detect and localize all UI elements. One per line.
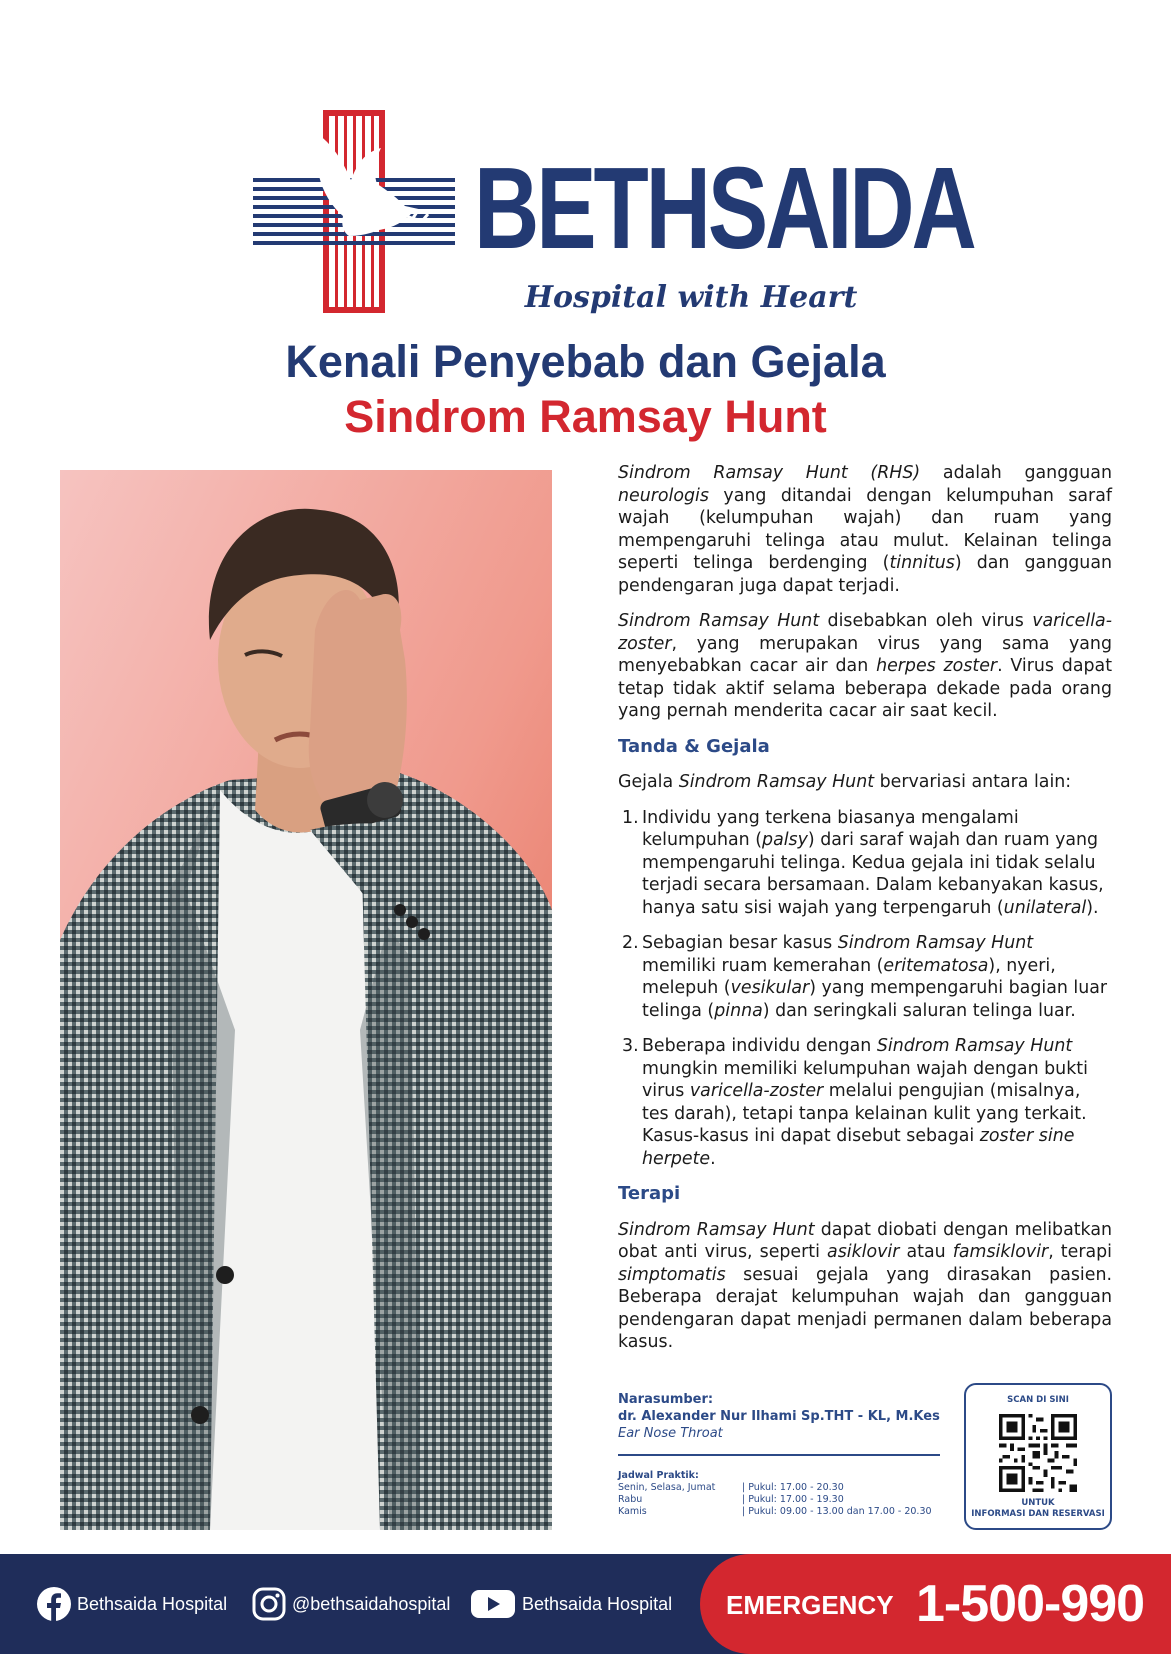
instagram-label: @bethsaidahospital [292,1593,451,1614]
qr-bottom-label: UNTUK INFORMASI DAN RESERVASI [971,1498,1105,1519]
hero-photo [60,470,552,1530]
schedule-row: Rabu | Pukul: 17.00 - 19.30 [618,1494,844,1505]
list-item: 1. Individu yang terkena biasanya mengalami kelumpuhan (palsy) dari saraf wajah dan ruam yang mempengaruhi telinga. Kedua gejala ini tidak selalu terjadi secara bersamaan. Dalam kebanyakan kasus, hanya satu sisi wajah yang terpengaruh (unilateral). [622,807,1104,918]
youtube-label: Bethsaida Hospital [522,1593,673,1614]
emergency-label: EMERGENCY [726,1590,894,1620]
facebook-icon [37,1587,71,1621]
doctor-name: dr. Alexander Nur Ilhami Sp.THT - KL, M.Kes [618,1409,940,1424]
intro-paragraph: Sindrom Ramsay Hunt (RHS) adalah gangguan neurologis yang ditandai dengan kelumpuhan saraf wajah (kelumpuhan wajah) dan ruam yang mempengaruhi telinga atau mulut. Kelainan telinga seperti telinga berdenging (tinnitus) dan gangguan pendengaran juga dapat terjadi. [618,463,1112,596]
youtube-icon [470,1587,516,1621]
qr-box [964,1383,1112,1530]
brand-name: BETHSAIDA [474,143,974,273]
qr-code-icon[interactable] [999,1414,1077,1492]
page-subtitle: Sindrom Ramsay Hunt [344,391,827,442]
hospital-logo [253,110,974,320]
article-body [618,462,1112,1367]
schedule-title: Jadwal Praktik: [618,1470,699,1481]
list-item: 2. Sebagian besar kasus Sindrom Ramsay Hunt memiliki ruam kemerahan (eritematosa), nyeri, melepuh (vesikular) yang mempengaruhi bagian luar telinga (pinna) dan seringkali saluran telinga luar. [622,933,1108,1021]
youtube-link[interactable] [470,1586,672,1622]
brand-tagline: Hospital with Heart [524,280,858,315]
therapy-paragraph: Sindrom Ramsay Hunt dapat diobati dengan melibatkan obat anti virus, seperti asiklovir atau famsiklovir, terapi simptomatis sesuai gejala yang dirasakan pasien. Beberapa derajat kelumpuhan wajah dan gangguan pendengaran dapat menjadi permanen dalam beberapa kasus. [618,1219,1112,1352]
symptoms-heading: Tanda & Gejala [618,735,770,757]
cause-paragraph: Sindrom Ramsay Hunt disebabkan oleh virus varicella-zoster, yang merupakan virus yang sama yang menyebabkan cacar air dan herpes zoster. Virus dapat tetap tidak aktif selama beberapa dekade pada orang yang pernah menderita cacar air saat kecil. [618,611,1113,721]
qr-top-label: SCAN DI SINI [1007,1395,1069,1405]
facebook-label: Bethsaida Hospital [77,1593,228,1614]
emergency-phone-number[interactable]: 1-500-990 [916,1575,1145,1633]
symptoms-list [618,807,1112,1171]
instagram-link[interactable] [252,1586,450,1622]
page-title: Kenali Penyebab dan Gejala [285,336,886,387]
doctor-specialty: Ear Nose Throat [618,1426,723,1441]
instagram-icon [252,1587,286,1621]
logo-cross-icon [253,110,455,313]
doctor-label: Narasumber: [618,1392,714,1407]
therapy-heading: Terapi [618,1183,681,1204]
schedule-row: Senin, Selasa, Jumat | Pukul: 17.00 - 20.30 [618,1482,844,1493]
list-item: 3. Beberapa individu dengan Sindrom Ramsay Hunt mungkin memiliki kelumpuhan wajah dengan bukti virus varicella-zoster melalui pengujian (misalnya, tes darah), tetapi tanpa kelainan kulit yang terkait. Kasus-kasus ini dapat disebut sebagai zoster sine herpete. [622,1036,1088,1169]
symptoms-intro: Gejala Sindrom Ramsay Hunt bervariasi antara lain: [618,772,1072,792]
facebook-link[interactable] [37,1586,227,1622]
doctor-info [618,1392,940,1518]
schedule-row: Kamis | Pukul: 09.00 - 13.00 dan 17.00 - 20.30 [618,1506,932,1517]
divider [618,1454,940,1456]
